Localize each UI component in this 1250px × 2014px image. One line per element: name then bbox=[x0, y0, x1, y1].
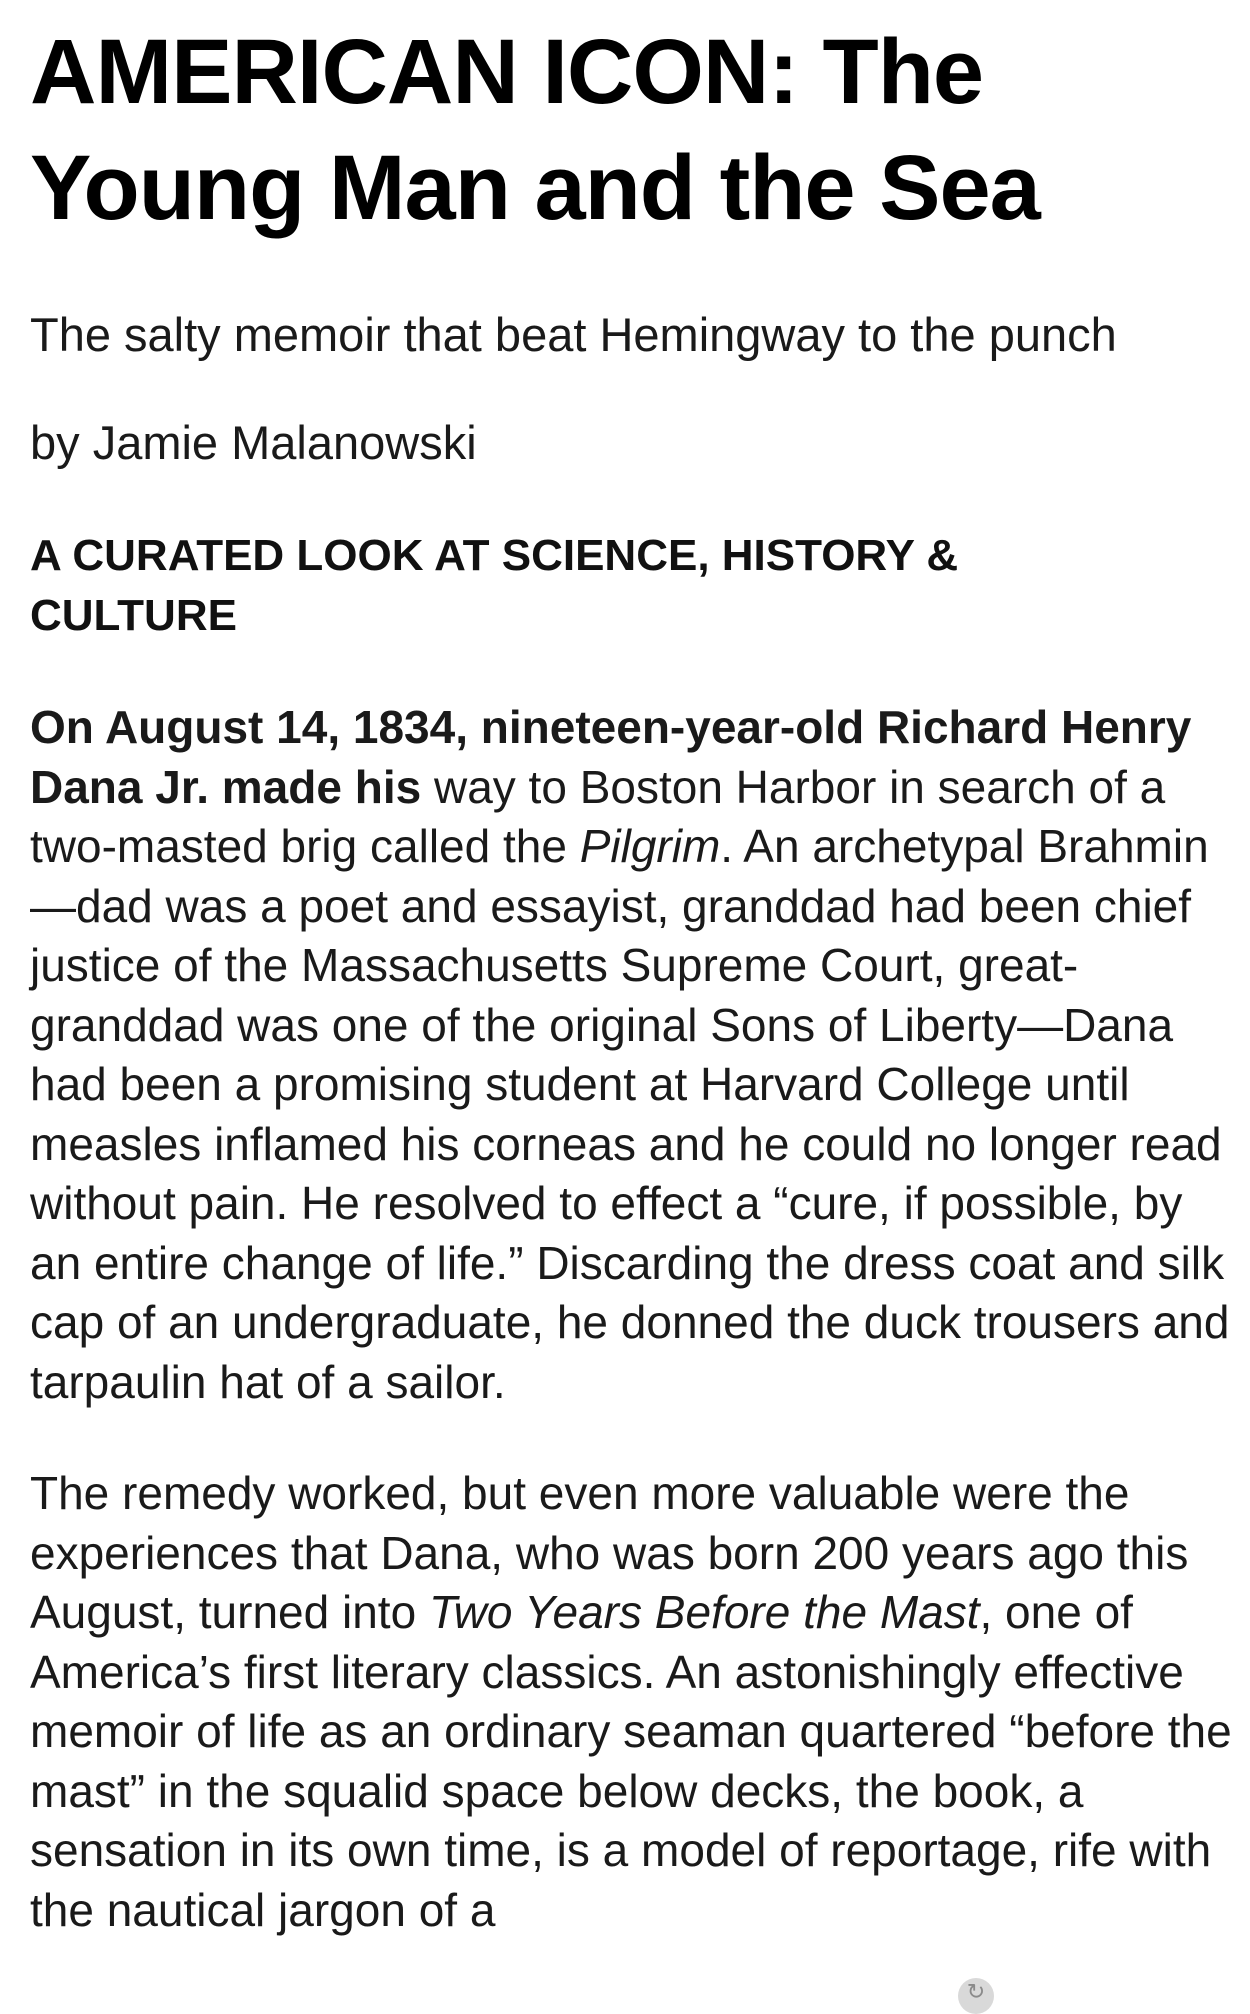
paragraph-text: . An archetypal Brahmin—dad was a poet and essayist, granddad had been chief justice of the Massachusetts Supreme Court, great-granddad was one of the original Sons of Liberty—Dana had been a promising student at Harvard College until measles inflamed his corneas and he could no longer read without pain. He resolved to effect a “cure, if possible, by an entire change of life.” Discarding the dress coat and silk cap of an undergraduate, he donned the duck trousers and tarpaulin hat of a sailor. bbox=[30, 820, 1230, 1408]
article-byline: by Jamie Malanowski bbox=[30, 416, 477, 469]
article bbox=[30, 14, 1240, 1940]
paragraph-text: way to Boston Harbor in search of a two-masted brig called the bbox=[30, 760, 1166, 872]
paragraph-text: , one of America’s first literary classics. An astonishingly effective memoir of life as an ordinary seaman quartered “before the mast” in the squalid space below decks, the book, a sensation in its own time, is a model of reportage, rife with the nautical jargon of a bbox=[30, 1586, 1232, 1936]
body-paragraph-2 bbox=[30, 1464, 1245, 1940]
scroll-handle-icon[interactable]: ↻ bbox=[958, 1978, 994, 2014]
paragraph-lead-in: On August 14, 1834, nineteen-year-old Richard Henry Dana Jr. made his bbox=[30, 701, 1192, 813]
book-title: Two Years Before the Mast bbox=[428, 1586, 980, 1638]
article-subtitle: The salty memoir that beat Hemingway to the punch bbox=[30, 308, 1117, 361]
article-headline: AMERICAN ICON: The Young Man and the Sea bbox=[30, 21, 1040, 239]
ship-name: Pilgrim bbox=[579, 820, 721, 872]
body-paragraph-1 bbox=[30, 698, 1245, 1412]
section-kicker: A CURATED LOOK AT SCIENCE, HISTORY & CULTURE bbox=[30, 531, 959, 640]
paragraph-text: The remedy worked, but even more valuable were the experiences that Dana, who was born 200 years ago this August, turned into bbox=[30, 1467, 1189, 1638]
